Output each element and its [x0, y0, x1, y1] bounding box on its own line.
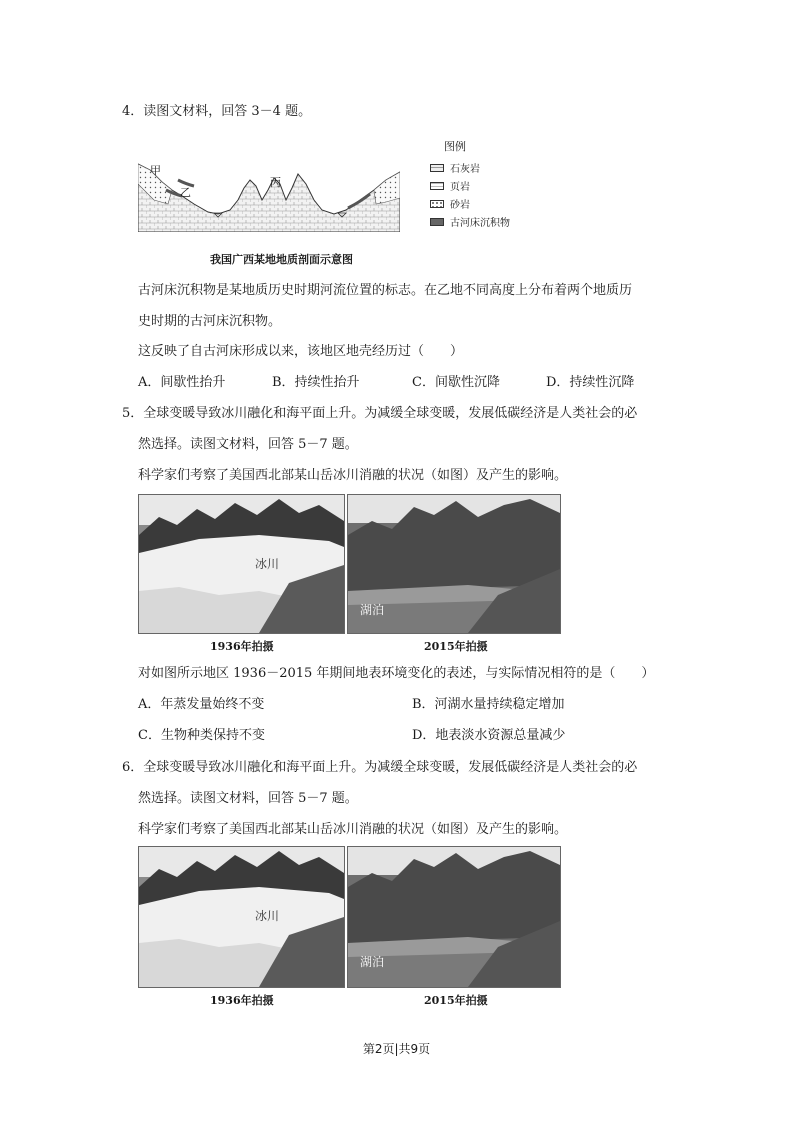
lake-label: 湖泊 — [360, 603, 385, 617]
legend-label: 石灰岩 — [450, 164, 480, 175]
legend-label: 古河床沉积物 — [450, 218, 510, 229]
q6-stem-line2: 然选择。读图文材料，回答 5－7 题。 — [138, 791, 358, 806]
shale-swatch — [430, 182, 444, 190]
q4-option-d[interactable]: D．持续性沉降 — [546, 375, 635, 390]
q4-option-b[interactable]: B．持续性抬升 — [272, 375, 360, 390]
q5-option-c[interactable]: C．生物种类保持不变 — [138, 728, 265, 743]
q5-stem-line2: 然选择。读图文材料，回答 5－7 题。 — [138, 437, 358, 452]
q5-option-a[interactable]: A．年蒸发量始终不变 — [138, 697, 265, 712]
glacier-label: 冰川 — [255, 909, 280, 923]
geologic-profile-diagram — [138, 160, 400, 232]
label-jia: 甲 — [150, 164, 161, 177]
legend-item-limestone — [430, 160, 480, 175]
q6-stem-line1: 6．全球变暖导致冰川融化和海平面上升。为减缓全球变暖，发展低碳经济是人类社会的必 — [122, 760, 638, 775]
legend-label: 页岩 — [450, 182, 470, 193]
diagram-legend — [430, 138, 550, 228]
q5-option-b[interactable]: B．河湖水量持续稳定增加 — [412, 697, 565, 712]
q4-option-c[interactable]: C．间歇性沉降 — [412, 375, 500, 390]
page-footer: 第2页|共9页 — [362, 1042, 431, 1056]
q4-stem: 4．读图文材料，回答 3－4 题。 — [122, 104, 312, 119]
glacier-photo-1936 — [138, 494, 345, 634]
label-yi: 乙 — [180, 186, 191, 199]
riverbed-swatch — [430, 218, 444, 226]
photo-caption-1936: 1936年拍摄 — [210, 640, 274, 653]
legend-item-riverbed — [430, 214, 510, 229]
label-bing: 丙 — [270, 176, 281, 189]
legend-label: 砂岩 — [450, 200, 470, 211]
q4-material-line1: 古河床沉积物是某地质历史时期河流位置的标志。在乙地不同高度上分布着两个地质历 — [138, 283, 633, 298]
limestone-swatch — [430, 164, 444, 172]
legend-item-shale — [430, 178, 470, 193]
lake-photo-2015 — [347, 494, 561, 634]
glacier-photo-1936 — [138, 846, 345, 988]
lake-label: 湖泊 — [360, 955, 385, 969]
legend-item-sandstone — [430, 196, 470, 211]
q5-stem-line1: 5．全球变暖导致冰川融化和海平面上升。为减缓全球变暖，发展低碳经济是人类社会的必 — [122, 406, 638, 421]
photo-caption-2015: 2015年拍摄 — [424, 994, 488, 1007]
legend-title: 图例 — [444, 140, 466, 153]
q4-option-a[interactable]: A．间歇性抬升 — [138, 375, 226, 390]
photo-caption-2015: 2015年拍摄 — [424, 640, 488, 653]
q5-material: 科学家们考察了美国西北部某山岳冰川消融的状况（如图）及产生的影响。 — [138, 468, 568, 483]
q5-question: 对如图所示地区 1936－2015 年期间地表环境变化的表述，与实际情况相符的是（ ） — [138, 666, 655, 681]
sandstone-swatch — [430, 200, 444, 208]
glacier-label: 冰川 — [255, 557, 280, 571]
lake-photo-2015 — [347, 846, 561, 988]
diagram-caption: 我国广西某地地质剖面示意图 — [210, 253, 353, 266]
q4-question: 这反映了自古河床形成以来，该地区地壳经历过（ ） — [138, 344, 464, 359]
photo-caption-1936: 1936年拍摄 — [210, 994, 274, 1007]
q6-material: 科学家们考察了美国西北部某山岳冰川消融的状况（如图）及产生的影响。 — [138, 822, 568, 837]
q4-material-line2: 史时期的古河床沉积物。 — [138, 314, 282, 329]
q5-option-d[interactable]: D．地表淡水资源总量减少 — [412, 728, 566, 743]
